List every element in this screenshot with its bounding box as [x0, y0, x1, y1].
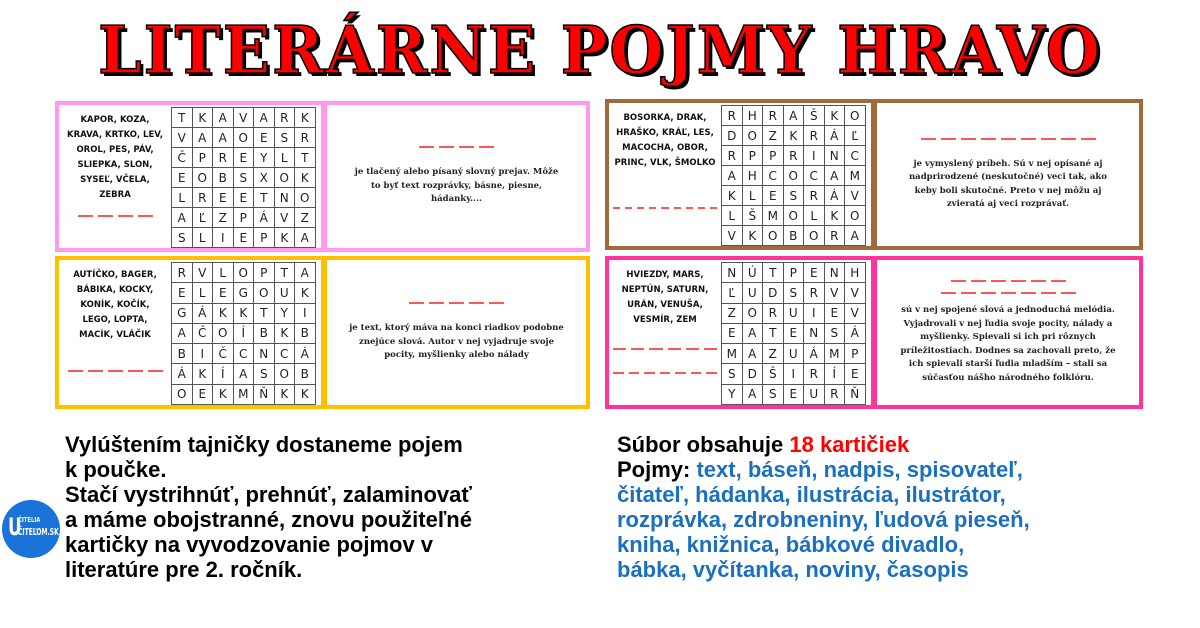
grid-cell[interactable]: O: [742, 126, 763, 146]
answer-blank: [63, 215, 167, 217]
answer-blank: [613, 372, 717, 374]
grid-cell[interactable]: A: [824, 166, 845, 186]
grid-cell[interactable]: B: [254, 323, 275, 343]
grid-cell[interactable]: Š: [804, 106, 825, 126]
grid-cell[interactable]: O: [192, 168, 213, 188]
grid-cell[interactable]: N: [824, 263, 845, 283]
grid-cell[interactable]: K: [295, 384, 316, 404]
grid-cell[interactable]: E: [254, 128, 275, 148]
grid-cell[interactable]: C: [274, 344, 295, 364]
grid-cell[interactable]: I: [295, 303, 316, 323]
grid-cell[interactable]: O: [274, 168, 295, 188]
grid-cell[interactable]: N: [824, 146, 845, 166]
grid-cell[interactable]: R: [824, 384, 845, 404]
grid-cell[interactable]: E: [783, 323, 804, 343]
grid-cell[interactable]: K: [213, 303, 234, 323]
grid-cell[interactable]: A: [742, 384, 763, 404]
grid-cell[interactable]: L: [722, 206, 743, 226]
word-list-line: AUTÍČKO, BAGER,: [73, 270, 157, 280]
grid-cell[interactable]: O: [845, 106, 866, 126]
grid-cell[interactable]: O: [254, 283, 275, 303]
grid-cell[interactable]: Ň: [254, 384, 275, 404]
grid-cell[interactable]: K: [824, 206, 845, 226]
grid-cell[interactable]: P: [742, 146, 763, 166]
word-search-grid: [171, 107, 316, 248]
word-search-grid: [721, 262, 866, 405]
grid-cell[interactable]: C: [845, 146, 866, 166]
grid-cell[interactable]: A: [295, 228, 316, 248]
grid-cell[interactable]: A: [783, 106, 804, 126]
grid-cell[interactable]: Š: [763, 364, 784, 384]
definition-text: je tlačený alebo písaný slovný prejav. Môže to byť text rozprávky, básne, piesne, hádanky....: [354, 167, 559, 205]
grid-cell[interactable]: O: [742, 303, 763, 323]
grid-cell[interactable]: T: [763, 263, 784, 283]
grid-cell[interactable]: H: [742, 106, 763, 126]
contents-text: [617, 432, 1030, 582]
grid-cell[interactable]: X: [254, 168, 275, 188]
grid-cell[interactable]: D: [763, 283, 784, 303]
grid-cell[interactable]: S: [824, 323, 845, 343]
grid-cell[interactable]: L: [804, 206, 825, 226]
grid-cell[interactable]: V: [824, 283, 845, 303]
grid-cell[interactable]: S: [172, 228, 193, 248]
grid-cell[interactable]: M: [233, 384, 254, 404]
grid-cell[interactable]: K: [213, 384, 234, 404]
grid-cell[interactable]: Č: [192, 323, 213, 343]
grid-cell[interactable]: Á: [295, 344, 316, 364]
grid-cell[interactable]: I: [213, 228, 234, 248]
word-list-line: PRINC, VLK, ŠMOLKO: [614, 158, 716, 168]
grid-cell[interactable]: Í: [213, 364, 234, 384]
word-list-line: BÁBIKA, KOCKY,: [76, 285, 154, 295]
instructions-line: Vylúštením tajničky dostaneme pojem: [65, 432, 463, 457]
grid-cell[interactable]: V: [845, 186, 866, 206]
word-list-line: MACOCHA, OBOR,: [622, 143, 708, 153]
grid-cell[interactable]: D: [722, 126, 743, 146]
grid-cell[interactable]: Á: [254, 208, 275, 228]
grid-cell[interactable]: C: [804, 166, 825, 186]
grid-cell[interactable]: M: [845, 166, 866, 186]
grid-cell[interactable]: O: [845, 206, 866, 226]
grid-cell[interactable]: S: [783, 283, 804, 303]
grid-cell[interactable]: R: [763, 106, 784, 126]
grid-cell[interactable]: O: [233, 128, 254, 148]
grid-cell[interactable]: A: [213, 128, 234, 148]
grid-cell[interactable]: K: [192, 364, 213, 384]
grid-cell[interactable]: Á: [172, 364, 193, 384]
terms-line: bábka, vyčítanka, noviny, časopis: [617, 557, 969, 582]
grid-cell[interactable]: O: [233, 263, 254, 283]
grid-cell[interactable]: E: [722, 323, 743, 343]
grid-cell[interactable]: A: [192, 128, 213, 148]
grid-cell[interactable]: R: [804, 126, 825, 146]
grid-cell[interactable]: R: [295, 128, 316, 148]
grid-cell[interactable]: E: [172, 283, 193, 303]
grid-cell[interactable]: O: [213, 323, 234, 343]
grid-cell[interactable]: E: [824, 303, 845, 323]
grid-cell[interactable]: B: [783, 226, 804, 246]
grid-cell[interactable]: P: [845, 344, 866, 364]
card-front: [55, 101, 325, 252]
instructions-line: kartičky na vyvodzovanie pojmov v: [65, 532, 434, 557]
grid-cell[interactable]: C: [233, 344, 254, 364]
card-back: [323, 256, 590, 409]
definition-text: je text, ktorý máva na konci riadkov podobne znejúce slová. Autor v nej vyjadruje svoje pocity, myšlienky alebo nálady: [349, 323, 564, 361]
grid-cell[interactable]: Ľ: [722, 283, 743, 303]
grid-cell[interactable]: T: [254, 303, 275, 323]
answer-blank: [419, 146, 494, 148]
grid-cell[interactable]: H: [742, 166, 763, 186]
grid-cell[interactable]: Ľ: [845, 126, 866, 146]
grid-cell[interactable]: N: [274, 188, 295, 208]
card-back: [323, 101, 590, 252]
grid-cell[interactable]: I: [783, 364, 804, 384]
grid-cell[interactable]: R: [804, 283, 825, 303]
grid-cell[interactable]: Á: [192, 303, 213, 323]
grid-cell[interactable]: O: [763, 226, 784, 246]
grid-cell[interactable]: N: [254, 344, 275, 364]
grid-cell[interactable]: E: [233, 148, 254, 168]
grid-cell[interactable]: K: [824, 106, 845, 126]
grid-cell[interactable]: Z: [763, 126, 784, 146]
grid-cell[interactable]: R: [824, 226, 845, 246]
grid-cell[interactable]: Á: [824, 186, 845, 206]
grid-cell[interactable]: O: [295, 188, 316, 208]
grid-cell[interactable]: Ň: [845, 384, 866, 404]
grid-cell[interactable]: K: [192, 108, 213, 128]
grid-cell[interactable]: Z: [213, 208, 234, 228]
grid-cell[interactable]: D: [742, 364, 763, 384]
grid-cell[interactable]: B: [295, 364, 316, 384]
grid-cell[interactable]: A: [172, 323, 193, 343]
logo-text: ČITELIA: [18, 516, 41, 524]
grid-cell[interactable]: V: [233, 108, 254, 128]
grid-cell[interactable]: V: [845, 303, 866, 323]
grid-cell[interactable]: P: [763, 146, 784, 166]
grid-cell[interactable]: L: [742, 186, 763, 206]
grid-cell[interactable]: T: [254, 188, 275, 208]
grid-cell[interactable]: K: [742, 226, 763, 246]
grid-cell[interactable]: N: [722, 263, 743, 283]
grid-cell[interactable]: O: [783, 206, 804, 226]
grid-cell[interactable]: A: [845, 226, 866, 246]
grid-cell[interactable]: K: [233, 303, 254, 323]
word-search-grid: [171, 262, 316, 405]
grid-cell[interactable]: Y: [722, 384, 743, 404]
grid-cell[interactable]: Y: [274, 303, 295, 323]
card-front: [605, 256, 875, 409]
answer-blank: [921, 138, 1096, 140]
grid-cell[interactable]: R: [804, 186, 825, 206]
grid-cell[interactable]: E: [213, 188, 234, 208]
grid-cell[interactable]: A: [742, 323, 763, 343]
grid-cell[interactable]: L: [274, 148, 295, 168]
terms-line: rozprávka, zdrobneniny, ľudová pieseň,: [617, 507, 1030, 532]
answer-blank: [613, 207, 717, 209]
grid-cell[interactable]: L: [192, 283, 213, 303]
grid-cell[interactable]: Z: [722, 303, 743, 323]
grid-cell[interactable]: O: [172, 384, 193, 404]
word-search-grid: [721, 105, 866, 246]
grid-cell[interactable]: S: [233, 168, 254, 188]
answer-blank: [63, 370, 167, 372]
word-list-line: HVIEZDY, MARS,: [626, 270, 704, 280]
grid-cell[interactable]: Í: [233, 323, 254, 343]
grid-cell[interactable]: K: [274, 228, 295, 248]
word-list-line: LEGO, LOPTA,: [82, 315, 148, 325]
grid-cell[interactable]: B: [295, 323, 316, 343]
grid-cell[interactable]: E: [763, 186, 784, 206]
grid-cell[interactable]: A: [213, 108, 234, 128]
contents-label: Súbor obsahuje: [617, 432, 790, 457]
grid-cell[interactable]: O: [804, 226, 825, 246]
instructions-line: Stačí vystrihnúť, prehnúť, zalaminovať: [65, 482, 472, 507]
grid-cell[interactable]: R: [192, 188, 213, 208]
grid-cell[interactable]: T: [763, 323, 784, 343]
grid-cell[interactable]: L: [192, 228, 213, 248]
grid-cell[interactable]: V: [845, 283, 866, 303]
card-front: [55, 256, 325, 409]
card-back: [873, 256, 1143, 409]
grid-cell[interactable]: K: [783, 126, 804, 146]
grid-cell[interactable]: L: [213, 263, 234, 283]
grid-cell[interactable]: T: [295, 148, 316, 168]
card-count: 18 kartičiek: [789, 432, 910, 457]
card-front: [605, 99, 875, 250]
instructions-line: literatúre pre 2. ročník.: [65, 557, 303, 582]
grid-cell[interactable]: P: [254, 263, 275, 283]
grid-cell[interactable]: S: [763, 384, 784, 404]
grid-cell[interactable]: R: [763, 303, 784, 323]
grid-cell[interactable]: R: [783, 146, 804, 166]
grid-cell[interactable]: E: [192, 384, 213, 404]
definition-text: je vymyslený príbeh. Sú v nej opísané aj nadprirodzené (neskutočné) veci tak, ako keby boli skutočné. Preto v nej môžu aj zvieratá aj veci rozprávať.: [909, 158, 1107, 209]
word-list-line: NEPTÚN, SATURN,: [621, 285, 709, 295]
grid-cell[interactable]: R: [172, 263, 193, 283]
grid-cell[interactable]: U: [783, 344, 804, 364]
grid-cell[interactable]: P: [254, 228, 275, 248]
grid-cell[interactable]: E: [172, 168, 193, 188]
terms-line: kniha, knižnica, bábkové divadlo,: [617, 532, 965, 557]
grid-cell[interactable]: E: [213, 283, 234, 303]
grid-cell[interactable]: R: [213, 148, 234, 168]
word-list: [609, 103, 721, 246]
answer-blank: [941, 292, 1076, 294]
terms-line: text, báseň, nadpis, spisovateľ,: [696, 457, 1023, 482]
grid-cell[interactable]: A: [172, 208, 193, 228]
ucitelia-logo[interactable]: [2, 500, 60, 558]
logo-letter: U: [8, 513, 22, 541]
grid-cell[interactable]: S: [274, 128, 295, 148]
grid-cell[interactable]: G: [233, 283, 254, 303]
grid-cell[interactable]: R: [722, 146, 743, 166]
instructions-line: a máme obojstranné, znovu použiteľné: [65, 507, 472, 532]
grid-cell[interactable]: Č: [172, 148, 193, 168]
answer-blank: [613, 348, 717, 350]
word-list-line: SYSEĽ, VČELA,: [80, 175, 150, 185]
logo-text: ČITEĽOM.SK: [18, 527, 59, 538]
answer-blank: [951, 280, 1066, 282]
grid-cell[interactable]: R: [722, 106, 743, 126]
page-title: LITERÁRNE POJMY HRAVO: [98, 12, 1102, 89]
grid-cell[interactable]: E: [233, 188, 254, 208]
grid-cell[interactable]: O: [274, 364, 295, 384]
grid-cell[interactable]: I: [804, 303, 825, 323]
word-list-line: KONÍK, KOČÍK,: [80, 300, 150, 310]
word-list: [59, 260, 171, 405]
grid-cell[interactable]: K: [295, 168, 316, 188]
card-back: [873, 99, 1143, 250]
word-list: [609, 260, 721, 405]
grid-cell[interactable]: C: [763, 166, 784, 186]
word-list-line: HRAŠKO, KRÁĽ, LES,: [616, 128, 714, 138]
grid-cell[interactable]: K: [274, 384, 295, 404]
grid-cell[interactable]: P: [783, 263, 804, 283]
grid-cell[interactable]: A: [295, 263, 316, 283]
grid-cell[interactable]: Š: [742, 206, 763, 226]
grid-cell[interactable]: T: [274, 263, 295, 283]
grid-cell[interactable]: A: [722, 166, 743, 186]
grid-cell[interactable]: Z: [295, 208, 316, 228]
word-list-line: OROL, PES, PÁV,: [76, 145, 154, 155]
grid-cell[interactable]: A: [233, 364, 254, 384]
word-list-line: VESMÍR, ZEM: [633, 315, 697, 325]
grid-cell[interactable]: I: [192, 344, 213, 364]
grid-cell[interactable]: P: [233, 208, 254, 228]
grid-cell[interactable]: B: [172, 344, 193, 364]
grid-cell[interactable]: K: [722, 186, 743, 206]
grid-cell[interactable]: L: [172, 188, 193, 208]
grid-cell[interactable]: E: [233, 228, 254, 248]
grid-cell[interactable]: A: [254, 108, 275, 128]
grid-cell[interactable]: Y: [254, 148, 275, 168]
grid-cell[interactable]: I: [804, 146, 825, 166]
grid-cell[interactable]: Ú: [742, 263, 763, 283]
grid-cell[interactable]: S: [254, 364, 275, 384]
terms-label: Pojmy:: [617, 457, 697, 482]
grid-cell[interactable]: R: [804, 364, 825, 384]
grid-cell[interactable]: Á: [845, 323, 866, 343]
grid-cell[interactable]: E: [804, 263, 825, 283]
grid-cell[interactable]: Ľ: [192, 208, 213, 228]
grid-cell[interactable]: P: [192, 148, 213, 168]
grid-cell[interactable]: U: [274, 283, 295, 303]
grid-cell[interactable]: Z: [763, 344, 784, 364]
word-list-line: SLIEPKA, SLON,: [77, 160, 153, 170]
grid-cell[interactable]: Á: [824, 126, 845, 146]
grid-cell[interactable]: T: [172, 108, 193, 128]
grid-cell[interactable]: M: [722, 344, 743, 364]
grid-cell[interactable]: M: [824, 344, 845, 364]
word-list-line: URÁN, VENUŠA,: [627, 300, 703, 310]
grid-cell[interactable]: K: [295, 108, 316, 128]
word-list-line: KRAVA, KRTKO, LEV,: [67, 130, 163, 140]
grid-cell[interactable]: G: [172, 303, 193, 323]
grid-cell[interactable]: S: [722, 364, 743, 384]
word-list-line: MACÍK, VLÁČIK: [79, 330, 151, 340]
grid-cell[interactable]: V: [172, 128, 193, 148]
word-list-line: BOSORKA, DRAK,: [623, 113, 707, 123]
grid-cell[interactable]: V: [274, 208, 295, 228]
word-list-line: ZEBRA: [99, 190, 131, 200]
grid-cell[interactable]: E: [783, 384, 804, 404]
answer-blank: [409, 302, 504, 304]
grid-cell[interactable]: S: [783, 186, 804, 206]
grid-cell[interactable]: B: [213, 168, 234, 188]
word-list-line: KAPOR, KOZA,: [80, 115, 150, 125]
grid-cell[interactable]: V: [192, 263, 213, 283]
grid-cell[interactable]: M: [763, 206, 784, 226]
grid-cell[interactable]: V: [722, 226, 743, 246]
instructions-text: [65, 432, 472, 582]
grid-cell[interactable]: O: [783, 166, 804, 186]
grid-cell[interactable]: R: [274, 108, 295, 128]
word-list: [59, 105, 171, 248]
grid-cell[interactable]: Á: [804, 344, 825, 364]
grid-cell[interactable]: Č: [213, 344, 234, 364]
grid-cell[interactable]: Í: [824, 364, 845, 384]
definition-text: sú v nej spojené slová a jednoduchá melódia. Vyjadrovali v nej ľudia svoje pocity, nálady a myšlienky. Spievali si ich pri rôznych príležitostiach. Dodnes sa zachovali preto, že ich spievali starší ľudia mladším – stali sa súčasťou nášho národného folklóru.: [900, 305, 1116, 383]
grid-cell[interactable]: A: [742, 344, 763, 364]
grid-cell[interactable]: E: [845, 364, 866, 384]
grid-cell[interactable]: N: [804, 323, 825, 343]
terms-line: čitateľ, hádanka, ilustrácia, ilustrátor,: [617, 482, 1006, 507]
grid-cell[interactable]: U: [783, 303, 804, 323]
instructions-line: k poučke.: [65, 457, 167, 482]
grid-cell[interactable]: H: [845, 263, 866, 283]
grid-cell[interactable]: U: [804, 384, 825, 404]
grid-cell[interactable]: U: [742, 283, 763, 303]
grid-cell[interactable]: K: [274, 323, 295, 343]
grid-cell[interactable]: K: [295, 283, 316, 303]
